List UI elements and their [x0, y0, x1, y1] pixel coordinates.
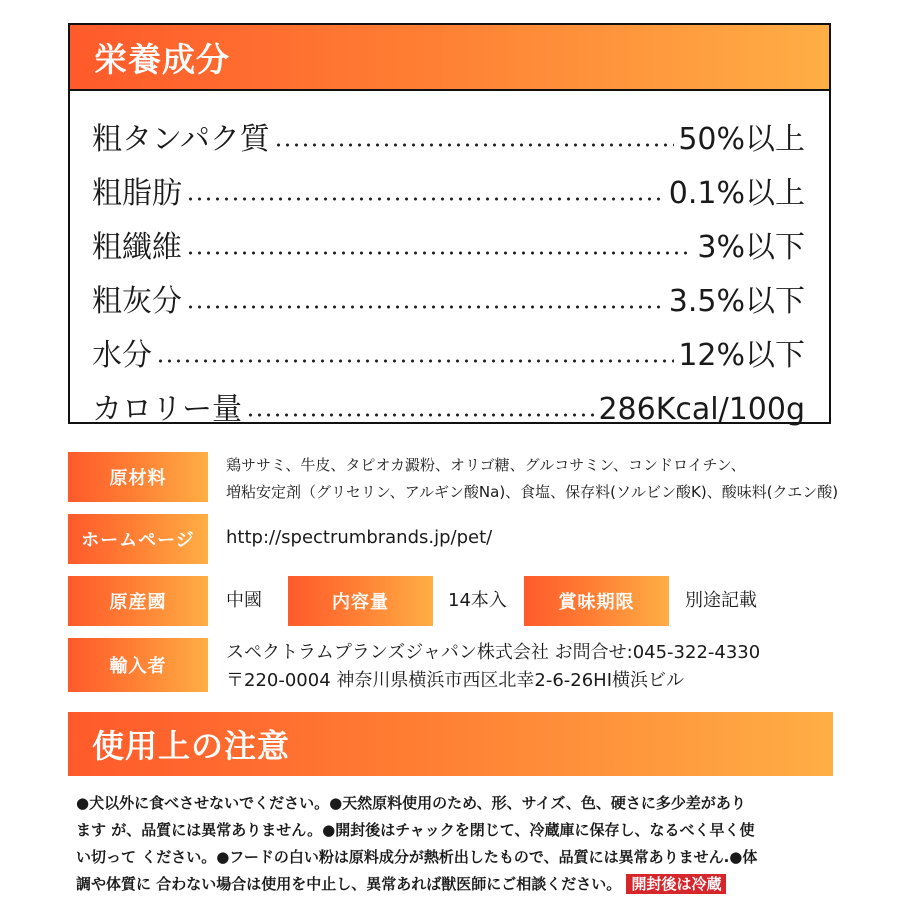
importer-text: [226, 639, 760, 695]
nutrient-name: 粗纖維: [92, 230, 182, 265]
dot-leader: [156, 359, 674, 363]
ingredients-line-2: 増粘安定剤（グリセリン、アルギン酸Na)、食塩、保存料(ソルビン酸K)、酸味料(クエン酸): [226, 483, 839, 501]
contents-value: 14本入: [448, 590, 507, 611]
nutrient-value: 0.1%以上: [668, 176, 805, 211]
nutrition-table: [68, 23, 831, 427]
dot-leader: [186, 305, 665, 309]
nutrient-row-fat: [92, 155, 805, 209]
nutrition-title: 栄養成分: [94, 39, 230, 79]
dot-leader: [186, 197, 665, 201]
importer-label: 輸入者: [68, 638, 208, 692]
nutrient-row-moisture: [92, 317, 805, 371]
caution-line-4-text: 調や体質に 合わない場合は使用を中止し、異常あれば獣医師にご相談ください。: [76, 875, 622, 893]
dot-leader: [186, 251, 693, 255]
caution-line-2: ます が、品質には異常ありません。●開封後はチャックを閉じて、冷蔵庫に保存し、なるべく早く使: [76, 821, 755, 839]
nutrient-name: カロリー量: [92, 392, 242, 427]
nutrient-value: 50%以上: [678, 122, 805, 157]
nutrient-value: 12%以下: [678, 338, 805, 373]
origin-label: 原産國: [68, 576, 208, 626]
homepage-url[interactable]: http://spectrumbrands.jp/pet/: [226, 527, 493, 548]
nutrient-name: 粗灰分: [92, 284, 182, 319]
refrigerate-badge: 開封後は冷蔵: [626, 874, 726, 894]
caution-line-3: い切って ください。●フードの白い粉は原料成分が熱析出したもので、品質には異常ありません.●体: [76, 848, 758, 866]
nutrient-list: [70, 91, 829, 425]
importer-line-1: スペクトラムプランズジャパン株式会社 お問合せ:045-322-4330: [226, 642, 761, 663]
dot-leader: [246, 413, 594, 417]
expiry-label: 賞味期限: [524, 576, 669, 626]
nutrient-row-protein: [92, 101, 805, 155]
nutrient-value: 3%以下: [697, 230, 805, 265]
ingredients-label: 原材料: [68, 452, 208, 502]
caution-text: [76, 790, 856, 898]
nutrient-value: 286Kcal/100g: [598, 392, 805, 427]
nutrient-row-fiber: [92, 209, 805, 263]
nutrient-value: 3.5%以下: [668, 284, 805, 319]
nutrient-name: 粗脂肪: [92, 176, 182, 211]
ingredients-text: [226, 452, 838, 506]
caution-header: [68, 712, 833, 776]
homepage-label: ホームページ: [68, 514, 208, 564]
nutrient-row-calories: [92, 371, 805, 425]
contents-label: 内容量: [288, 576, 433, 626]
importer-line-2: 〒220-0004 神奈川県横浜市西区北幸2-6-26HI横浜ビル: [226, 670, 685, 691]
origin-value: 中國: [226, 590, 262, 611]
dot-leader: [274, 143, 674, 147]
expiry-value: 別途記載: [685, 590, 757, 611]
nutrient-name: 粗タンパク質: [92, 122, 270, 157]
nutrition-header: [70, 25, 829, 91]
nutrient-row-ash: [92, 263, 805, 317]
nutrient-name: 水分: [92, 338, 152, 373]
caution-title: 使用上の注意: [92, 727, 291, 765]
caution-line-4: [76, 871, 856, 898]
ingredients-line-1: 鶏ササミ、牛皮、タピオカ澱粉、オリゴ糖、グルコサミン、コンドロイチン、: [226, 456, 746, 474]
caution-line-1: ●犬以外に食べさせないでください。●天然原料使用のため、形、サイズ、色、硬さに多少差があり: [76, 794, 746, 812]
